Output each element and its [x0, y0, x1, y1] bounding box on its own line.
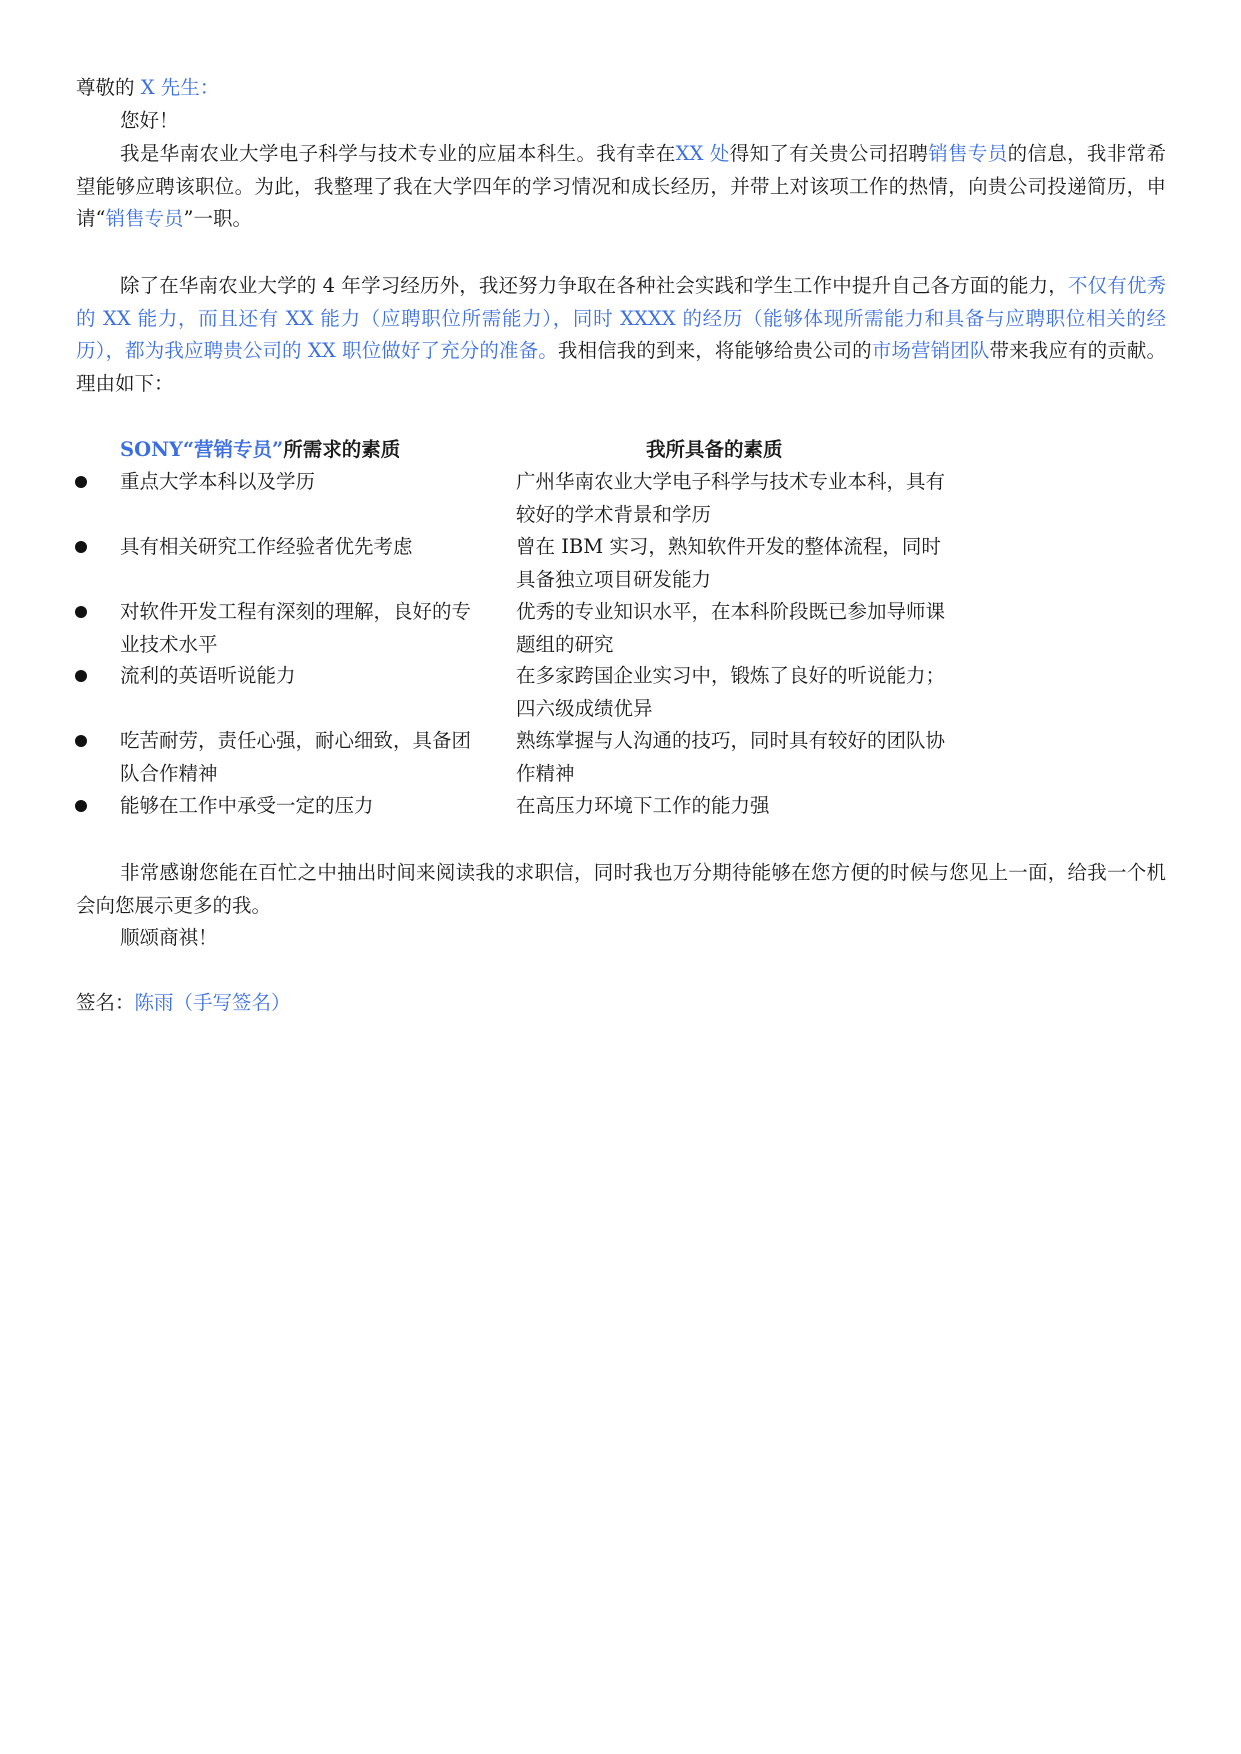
required-quality: 对软件开发工程有深刻的理解，良好的专业技术水平: [120, 600, 472, 656]
salutation: [76, 72, 219, 104]
recipient-name: X 先生：: [140, 76, 220, 99]
greeting: 您好！: [120, 109, 179, 132]
intro-paragraph: 我是华南农业大学电子科学与技术专业的应届本科生。我有幸在XX 处得知了有关贵公司招聘销售专员的信息，我非常希望能够应聘该职位。为此，我整理了我在大学四年的学习情况和成长经历，并带上对该项工作的热情，向贵公司投递简历，申请“销售专员”一职。: [76, 142, 1166, 230]
signature-label: 签名：: [76, 991, 135, 1014]
required-quality: 能够在工作中承受一定的压力: [120, 794, 374, 817]
required-quality: 流利的英语听说能力: [120, 664, 296, 687]
salutation-prefix: 尊敬的: [76, 76, 141, 99]
ability-placeholder: 不仅有优秀的 XX 能力，而且还有 XX 能力（应聘职位所需能力），同时 XXXX 的经历（能够体现所需能力和具备与应聘职位相关的经历），都为我应聘贵公司的 XX 职位做好了充分的准备。: [76, 274, 1166, 362]
own-quality: 在高压力环境下工作的能力强: [516, 794, 770, 817]
applied-position: 销售专员: [928, 142, 1008, 165]
closing-paragraph: 非常感谢您能在百忙之中抽出时间来阅读我的求职信，同时我也万分期待能够在您方便的时候与您见上一面，给我一个机会向您展示更多的我。: [76, 861, 1166, 917]
header-required: SONY“营销专员”所需求的素质: [120, 438, 401, 461]
signature: [76, 987, 291, 1019]
bullet-icon: [75, 735, 87, 747]
required-quality: 吃苦耐劳，责任心强，耐心细致，具备团队合作精神: [120, 729, 472, 785]
own-quality: 广州华南农业大学电子科学与技术专业本科，具有较好的学术背景和学历: [516, 470, 946, 526]
experience-paragraph: 除了在华南农业大学的 4 年学习经历外，我还努力争取在各种社会实践和学生工作中提升自己各方面的能力，不仅有优秀的 XX 能力，而且还有 XX 能力（应聘职位所需能力），同时 XXXX 的经历（能够体现所需能力和具备与应聘职位相关的经历），都为我应聘贵公司的 XX 职位做好了充分的准备。我相信我的到来，将能够给贵公司的市场营销团队带来我应有的贡献。理由如下：: [76, 274, 1166, 395]
signature-name: 陈雨（手写签名）: [134, 991, 291, 1014]
regards: 顺颂商祺！: [120, 926, 218, 949]
own-quality: 优秀的专业知识水平，在本科阶段既已参加导师课题组的研究: [516, 600, 946, 656]
bullet-icon: [75, 541, 87, 553]
bullet-icon: [75, 670, 87, 682]
target-team: 市场营销团队: [871, 339, 990, 362]
info-source: XX 处: [675, 142, 730, 165]
applied-position-repeat: 销售专员: [105, 207, 184, 230]
required-quality: 重点大学本科以及学历: [120, 470, 316, 493]
own-quality: 熟练掌握与人沟通的技巧，同时具有较好的团队协作精神: [516, 729, 946, 785]
own-quality: 在多家跨国企业实习中，锻炼了良好的听说能力；四六级成绩优异: [516, 664, 946, 720]
bullet-icon: [75, 800, 87, 812]
bullet-icon: [75, 606, 87, 618]
own-quality: 曾在 IBM 实习，熟知软件开发的整体流程，同时具备独立项目研发能力: [516, 535, 941, 591]
bullet-icon: [75, 476, 87, 488]
header-have: 我所具备的素质: [646, 438, 783, 461]
required-quality: 具有相关研究工作经验者优先考虑: [120, 535, 413, 558]
